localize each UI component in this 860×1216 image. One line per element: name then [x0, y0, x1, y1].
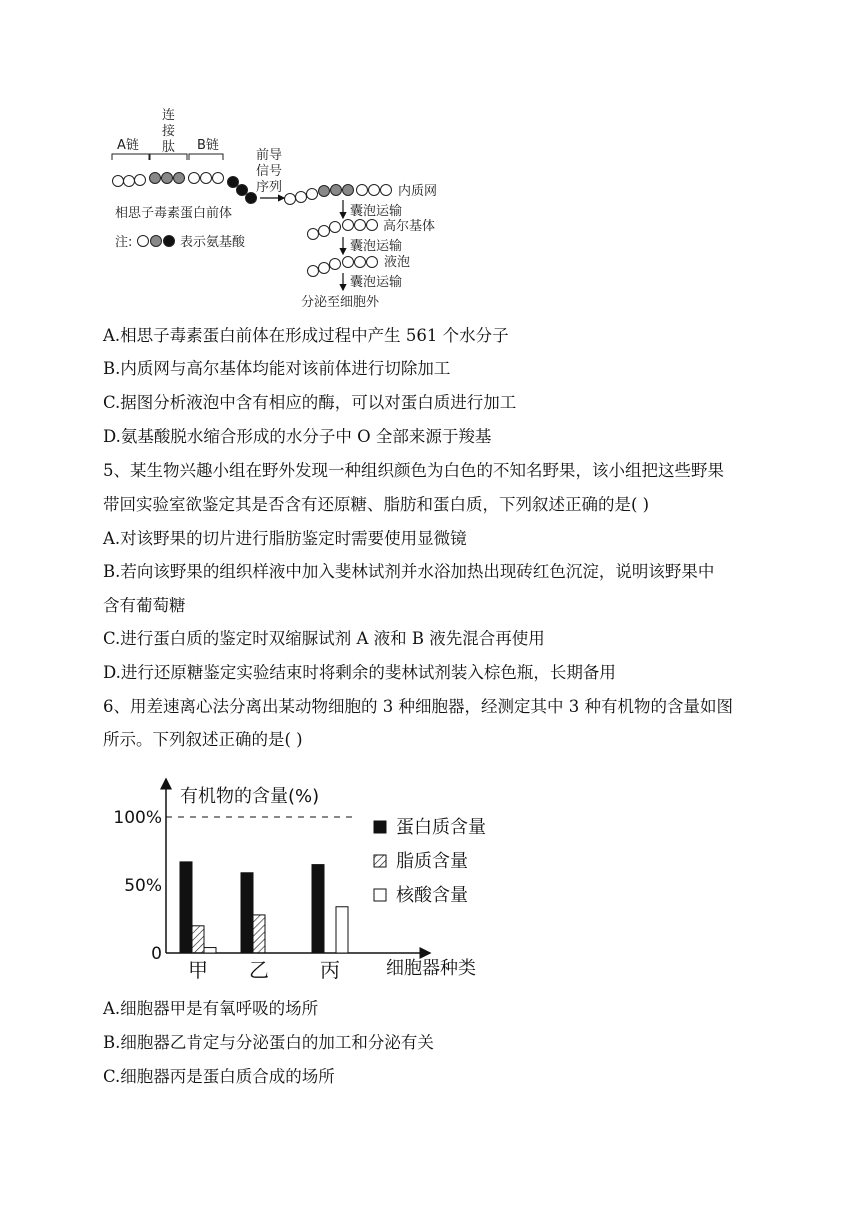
y-axis-label: 有机物的含量(%) — [180, 786, 320, 807]
q5-option-d: D.进行还原糖鉴定实验结束时将剩余的斐林试剂装入棕色瓶，长期备用 — [103, 663, 616, 682]
chain-a-label: A链 — [117, 138, 139, 153]
linker-label-2: 接 — [162, 124, 176, 139]
q5-option-c: C.进行蛋白质的鉴定时双缩脲试剂 A 液和 B 液先混合再使用 — [103, 629, 545, 648]
q5-stem-line-1: 5、某生物兴趣小组在野外发现一种组织颜色为白色的不知名野果，该小组把这些野果 — [103, 461, 724, 480]
x-tick-label: 丙 — [320, 958, 340, 982]
q5-stem-line-2: 带回实验室欲鉴定其是否含有还原糖、脂肪和蛋白质，下列叙述正确的是( ) — [103, 495, 650, 514]
bar-核酸含量 — [204, 948, 216, 953]
chain-b-label: B链 — [197, 138, 219, 153]
organelle-composition-chart — [110, 775, 510, 985]
legend-prefix: 注: — [115, 235, 133, 250]
q6-option-c: C.细胞器丙是蛋白质合成的场所 — [103, 1067, 335, 1086]
linker-label-3: 肽 — [162, 140, 176, 155]
precursor-label: 相思子毒素蛋白前体 — [115, 206, 233, 221]
q6-option-a: A.细胞器甲是有氧呼吸的场所 — [103, 999, 319, 1018]
q5-option-a: A.对该野果的切片进行脂肪鉴定时需要使用显微镜 — [103, 529, 467, 548]
bar-蛋白质含量 — [180, 862, 192, 953]
legend-text: 表示氨基酸 — [180, 235, 246, 250]
linker-label-1: 连 — [162, 108, 176, 123]
transport-label-2: 囊泡运输 — [350, 239, 403, 254]
legend-amino-acid-icons — [138, 236, 175, 247]
y-tick-label: 100% — [113, 808, 162, 828]
x-axis-label: 细胞器种类 — [386, 958, 476, 979]
y-tick-label: 50% — [124, 876, 162, 896]
bar-脂质含量 — [192, 926, 204, 953]
x-tick-label: 乙 — [249, 958, 269, 982]
q6-option-b: B.细胞器乙肯定与分泌蛋白的加工和分泌有关 — [103, 1033, 434, 1052]
bar-脂质含量 — [253, 915, 265, 953]
transport-label-3: 囊泡运输 — [350, 275, 403, 290]
legend-label: 蛋白质含量 — [396, 817, 486, 838]
er-chain — [285, 185, 392, 205]
x-tick-label: 甲 — [188, 958, 208, 982]
vacuole-label: 液泡 — [384, 255, 411, 270]
legend-swatch — [374, 889, 386, 901]
precursor-processing-diagram — [103, 100, 463, 312]
bar-蛋白质含量 — [312, 865, 324, 953]
q4-option-c: C.据图分析液泡中含有相应的酶，可以对蛋白质进行加工 — [103, 393, 517, 412]
signal-seq-label-1: 前导 — [256, 148, 283, 163]
q6-stem-line-1: 6、用差速离心法分离出某动物细胞的 3 种细胞器，经测定其中 3 种有机物的含量如图 — [103, 697, 733, 716]
q4-option-b: B.内质网与高尔基体均能对该前体进行切除加工 — [103, 359, 451, 378]
bar-蛋白质含量 — [241, 873, 253, 953]
q4-option-a: A.相思子毒素蛋白前体在形成过程中产生 561 个水分子 — [103, 326, 509, 345]
er-label: 内质网 — [398, 184, 438, 199]
q6-stem-line-2: 所示。下列叙述正确的是( ) — [103, 730, 303, 749]
legend-label: 核酸含量 — [396, 885, 468, 906]
golgi-chain — [308, 220, 378, 240]
signal-seq-label-2: 信号 — [256, 164, 283, 179]
q5-option-b-line-2: 含有葡萄糖 — [103, 596, 186, 615]
q5-option-b-line-1: B.若向该野果的组织样液中加入斐林试剂并水浴加热出现砖红色沉淀，说明该野果中 — [103, 562, 715, 581]
q4-option-d: D.氨基酸脱水缩合形成的水分子中 O 全部来源于羧基 — [103, 427, 492, 446]
y-tick-label: 0 — [151, 944, 162, 964]
golgi-label: 高尔基体 — [383, 219, 436, 234]
signal-seq-label-3: 序列 — [256, 180, 283, 195]
precursor-chain — [113, 173, 257, 204]
legend-label: 脂质含量 — [396, 851, 468, 872]
bar-核酸含量 — [336, 907, 348, 953]
legend-swatch — [374, 821, 386, 833]
secrete-label: 分泌至细胞外 — [301, 295, 380, 310]
legend-swatch — [374, 855, 386, 867]
transport-label-1: 囊泡运输 — [350, 204, 403, 219]
